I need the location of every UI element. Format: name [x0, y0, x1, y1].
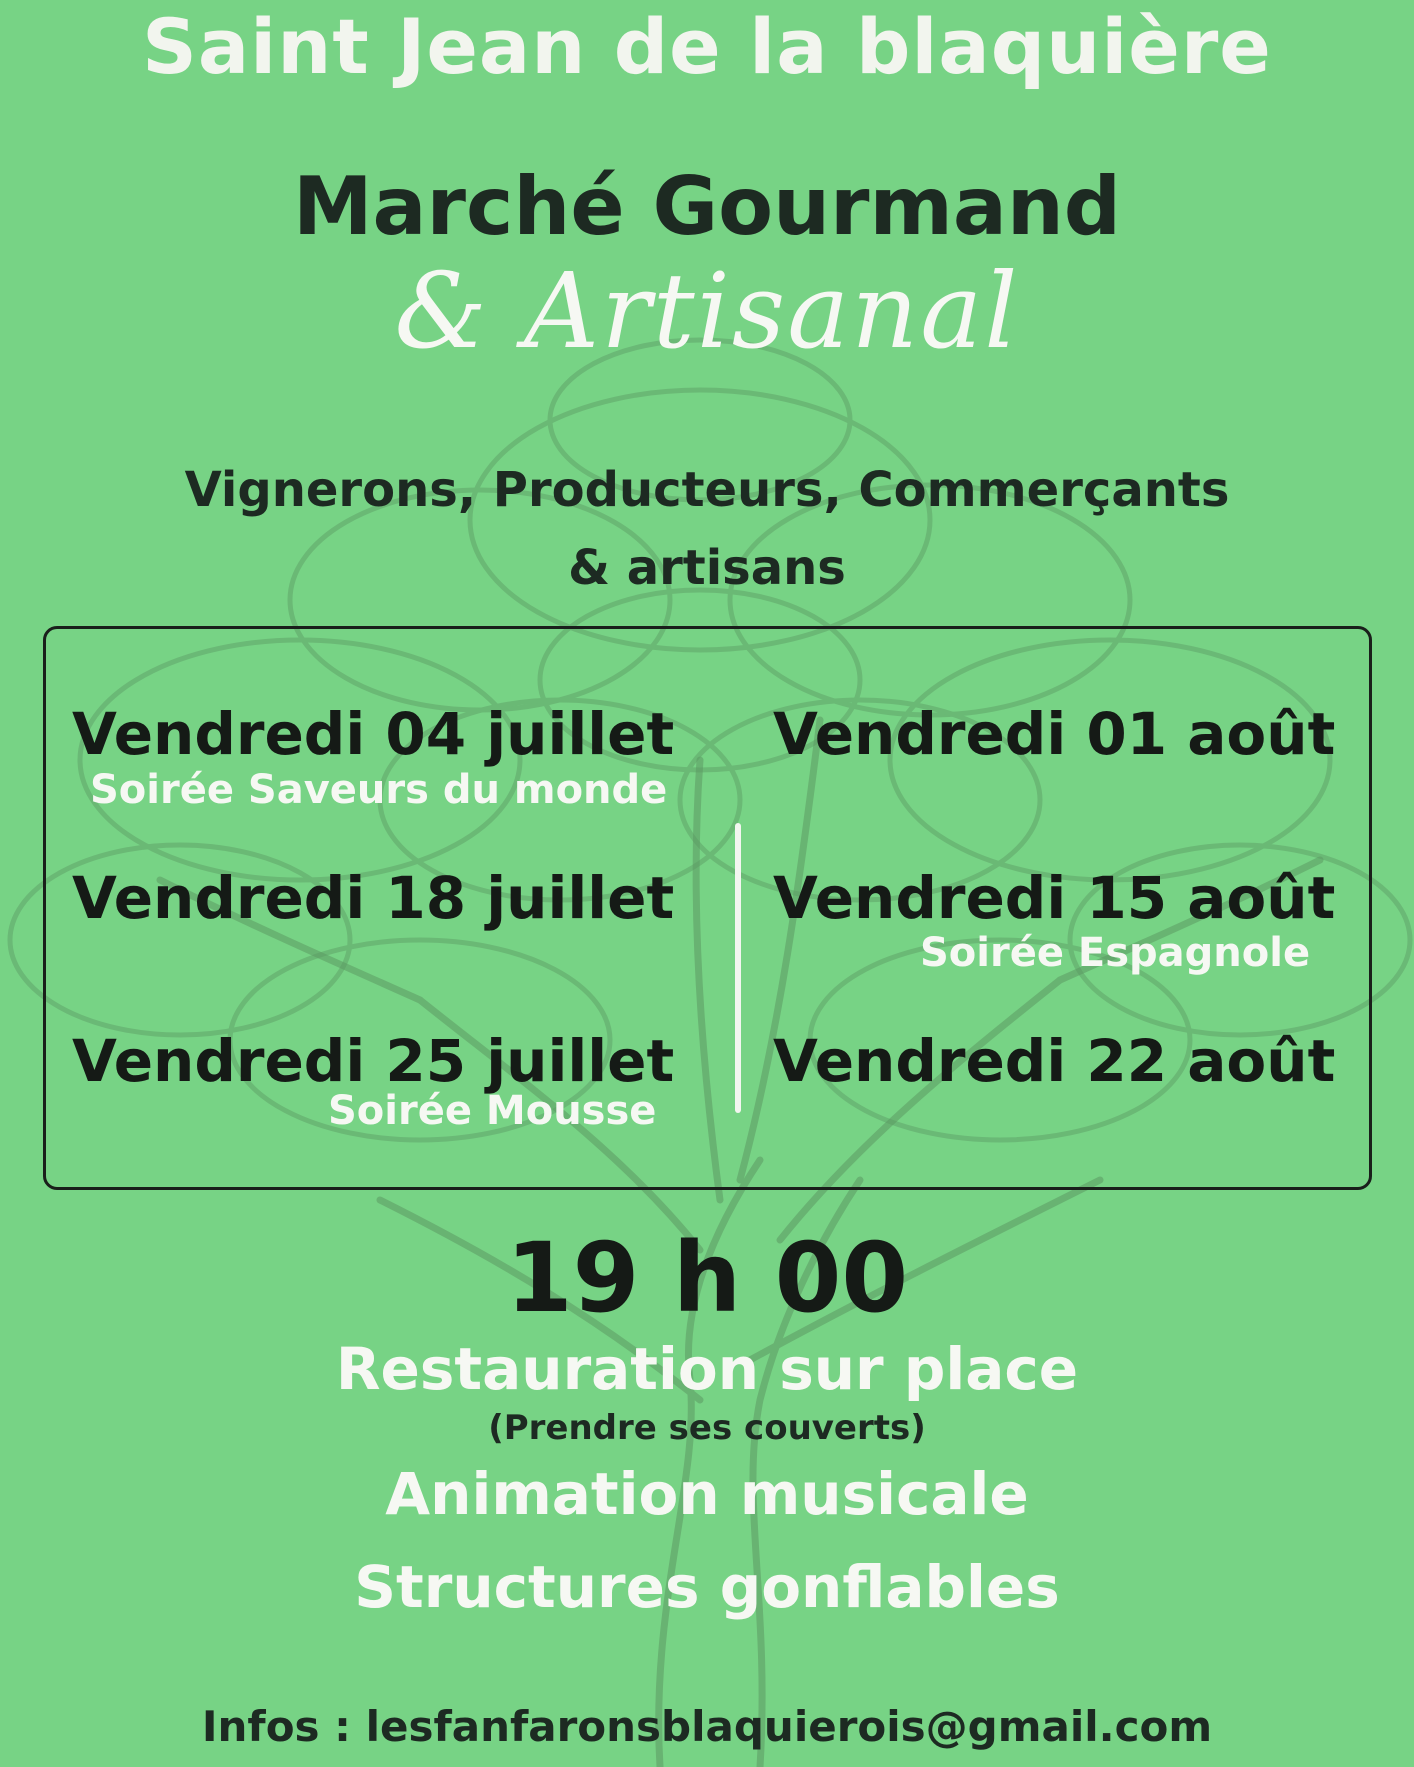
- vendors-line-1: Vignerons, Producteurs, Commerçants: [184, 462, 1230, 518]
- date-15-aout-note: Soirée Espagnole: [920, 930, 1311, 976]
- event-title: Marché Gourmand: [292, 160, 1122, 253]
- town-name: Saint Jean de la blaquière: [142, 2, 1272, 91]
- structures-text: Structures gonflables: [354, 1553, 1060, 1621]
- date-04-juillet: Vendredi 04 juillet: [72, 700, 675, 768]
- date-18-juillet: Vendredi 18 juillet: [72, 864, 675, 932]
- date-25-juillet-note: Soirée Mousse: [328, 1088, 657, 1134]
- event-subtitle-script: & Artisanal: [394, 250, 1020, 372]
- date-15-aout: Vendredi 15 août: [773, 864, 1336, 932]
- dates-divider: [735, 823, 741, 1113]
- restauration-text: Restauration sur place: [335, 1335, 1079, 1403]
- date-01-aout: Vendredi 01 août: [773, 700, 1336, 768]
- date-22-aout: Vendredi 22 août: [773, 1027, 1336, 1095]
- date-04-juillet-note: Soirée Saveurs du monde: [90, 767, 668, 813]
- contact-info: Infos : lesfanfaronsblaquierois@gmail.com: [201, 1702, 1213, 1751]
- vendors-line-2: & artisans: [568, 540, 846, 596]
- event-time: 19 h 00: [505, 1222, 909, 1334]
- restauration-note: (Prendre ses couverts): [488, 1408, 926, 1448]
- date-25-juillet: Vendredi 25 juillet: [72, 1027, 675, 1095]
- animation-text: Animation musicale: [385, 1460, 1029, 1528]
